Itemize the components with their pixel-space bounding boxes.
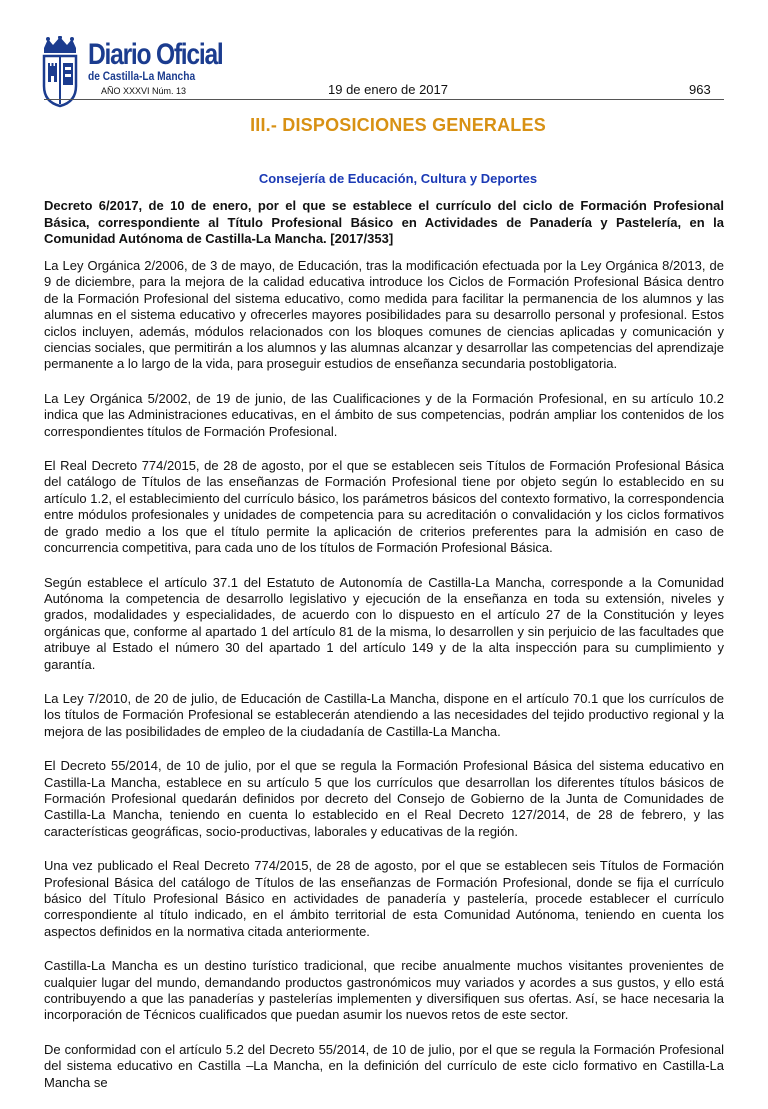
decree-title: Decreto 6/2017, de 10 de enero, por el que se establece el currículo del ciclo de Formación Profesional Básica, correspondiente al Título Profesional Básico en Actividades de Panadería y Pastelería, en la Comunidad Autónoma de Castilla-La Mancha. [2017/353] bbox=[44, 198, 724, 246]
publication-date: 19 de enero de 2017 bbox=[328, 82, 448, 97]
body-paragraph: La Ley Orgánica 2/2006, de 3 de mayo, de Educación, tras la modificación efectuada por la Ley Orgánica 8/2013, de 9 de diciembre, para la mejora de la calidad educativa introduce los Ciclos de Formación Profesional Básica dentro de la Formación Profesional del sistema educativo, como medida para facilitar la permanencia de los alumnos y las alumnas en el sistema educativo y ofrecerles mayores posibilidades para su desarrollo personal y profesional. Estos ciclos incluyen, además, módulos relacionados con los bloques comunes de ciencias aplicadas y comunicación y ciencias sociales, que permitirán a los alumnos y las alumnas alcanzar y desarrollar las competencias del aprendizaje permanente a lo largo de la vida, para proseguir estudios de enseñanza secundaria postobligatoria. bbox=[44, 258, 724, 372]
body-paragraph: Según establece el artículo 37.1 del Estatuto de Autonomía de Castilla-La Mancha, corresponde a la Comunidad Autónoma la competencia de desarrollo legislativo y ejecución de la enseñanza en toda su extensión, niveles y grados, modalidades y especialidades, de acuerdo con lo dispuesto en el artículo 27 de la Constitución y leyes orgánicas que, conforme al apartado 1 del artículo 81 de la misma, lo desarrollen y sin perjuicio de las facultades que atribuye al Estado el número 30 del apartado 1 del artículo 149 y de la alta inspección para su cumplimiento y garantía. bbox=[44, 574, 724, 672]
header-divider bbox=[44, 99, 724, 100]
body-paragraph: De conformidad con el artículo 5.2 del Decreto 55/2014, de 10 de julio, por el que se regula la Formación Profesional del sistema educativo en Castilla –La Mancha, en la definición del currículo de este ciclo formativo en Castilla-La Mancha se bbox=[44, 1041, 724, 1090]
issue-number: AÑO XXXVI Núm. 13 bbox=[101, 86, 187, 96]
logo-subtitle: de Castilla-La Mancha bbox=[88, 69, 196, 83]
department-heading: Consejería de Educación, Cultura y Deportes bbox=[258, 171, 538, 186]
body-paragraph: Castilla-La Mancha es un destino turístico tradicional, que recibe anualmente muchos visitantes provenientes de cualquier lugar del mundo, demandando productos gastronómicos muy variados y acordes a sus gustos, y ello está contribuyendo a que las panaderías y pastelerías implementen y diversifiquen sus ofertas. Así, se hace necesaria la incorporación de Técnicos cualificados que puedan asumir los nuevos retos de este sector. bbox=[44, 958, 724, 1023]
coat-of-arms-icon bbox=[38, 36, 82, 108]
body-paragraph: La Ley 7/2010, de 20 de julio, de Educación de Castilla-La Mancha, dispone en el artículo 70.1 que los currículos de los títulos de Formación Profesional se establecerán atendiendo a las necesidades del tejido productivo regional y la mejora de las posibilidades de empleo de la ciudadanía de Castilla-La Mancha. bbox=[44, 690, 724, 739]
body-paragraph: Una vez publicado el Real Decreto 774/2015, de 28 de agosto, por el que se establecen seis Títulos de Formación Profesional Básica del catálogo de Títulos de las enseñanzas de Formación Profesional, donde se fija el currículo básico del Título Profesional Básico en actividades de panadería y pastelería, procede establecer el currículo correspondiente al título indicado, en el ámbito territorial de esta Comunidad Autónoma, teniendo en cuenta los aspectos definidos en la normativa citada anteriormente. bbox=[44, 858, 724, 939]
body-paragraph: El Real Decreto 774/2015, de 28 de agosto, por el que se establecen seis Títulos de Formación Profesional Básica del catálogo de Títulos de las enseñanzas de Formación Profesional tiene por objeto según lo establecido en su artículo 1.2, el establecimiento del currículo básico, los parámetros básicos del contexto formativo, la correspondencia entre módulos profesionales y unidades de competencia para su acreditación o convalidación y los ciclos formativos de grado medio a los que el título permite la aplicación de criterios preferentes para la admisión en caso de concurrencia competitiva, para cada uno de los títulos de Formación Profesional Básica. bbox=[44, 458, 724, 556]
body-paragraph: La Ley Orgánica 5/2002, de 19 de junio, de las Cualificaciones y de la Formación Profesional, en su artículo 10.2 indica que las Administraciones educativas, en el ámbito de sus competencias, podrán ampliar los contenidos de los correspondientes títulos de Formación Profesional. bbox=[44, 390, 724, 439]
document-body bbox=[44, 258, 724, 1109]
section-title: III.- DISPOSICIONES GENERALES bbox=[250, 115, 546, 135]
page-number: 963 bbox=[689, 82, 711, 97]
body-paragraph: El Decreto 55/2014, de 10 de julio, por el que se regula la Formación Profesional Básica del sistema educativo en Castilla-La Mancha, establece en su artículo 5 que los currículos que desarrollan los diferentes títulos básicos de Formación Profesional quedarán definidos por decreto del Consejo de Gobierno de la Junta de Comunidades de Castilla-La Mancha, teniendo en cuenta lo establecido en el Real Decreto 127/2014, de 28 de febrero, y las características geográficas, socio-productivas, laborales y educativas de la región. bbox=[44, 758, 724, 839]
logo-title: Diario Oficial bbox=[88, 38, 223, 71]
